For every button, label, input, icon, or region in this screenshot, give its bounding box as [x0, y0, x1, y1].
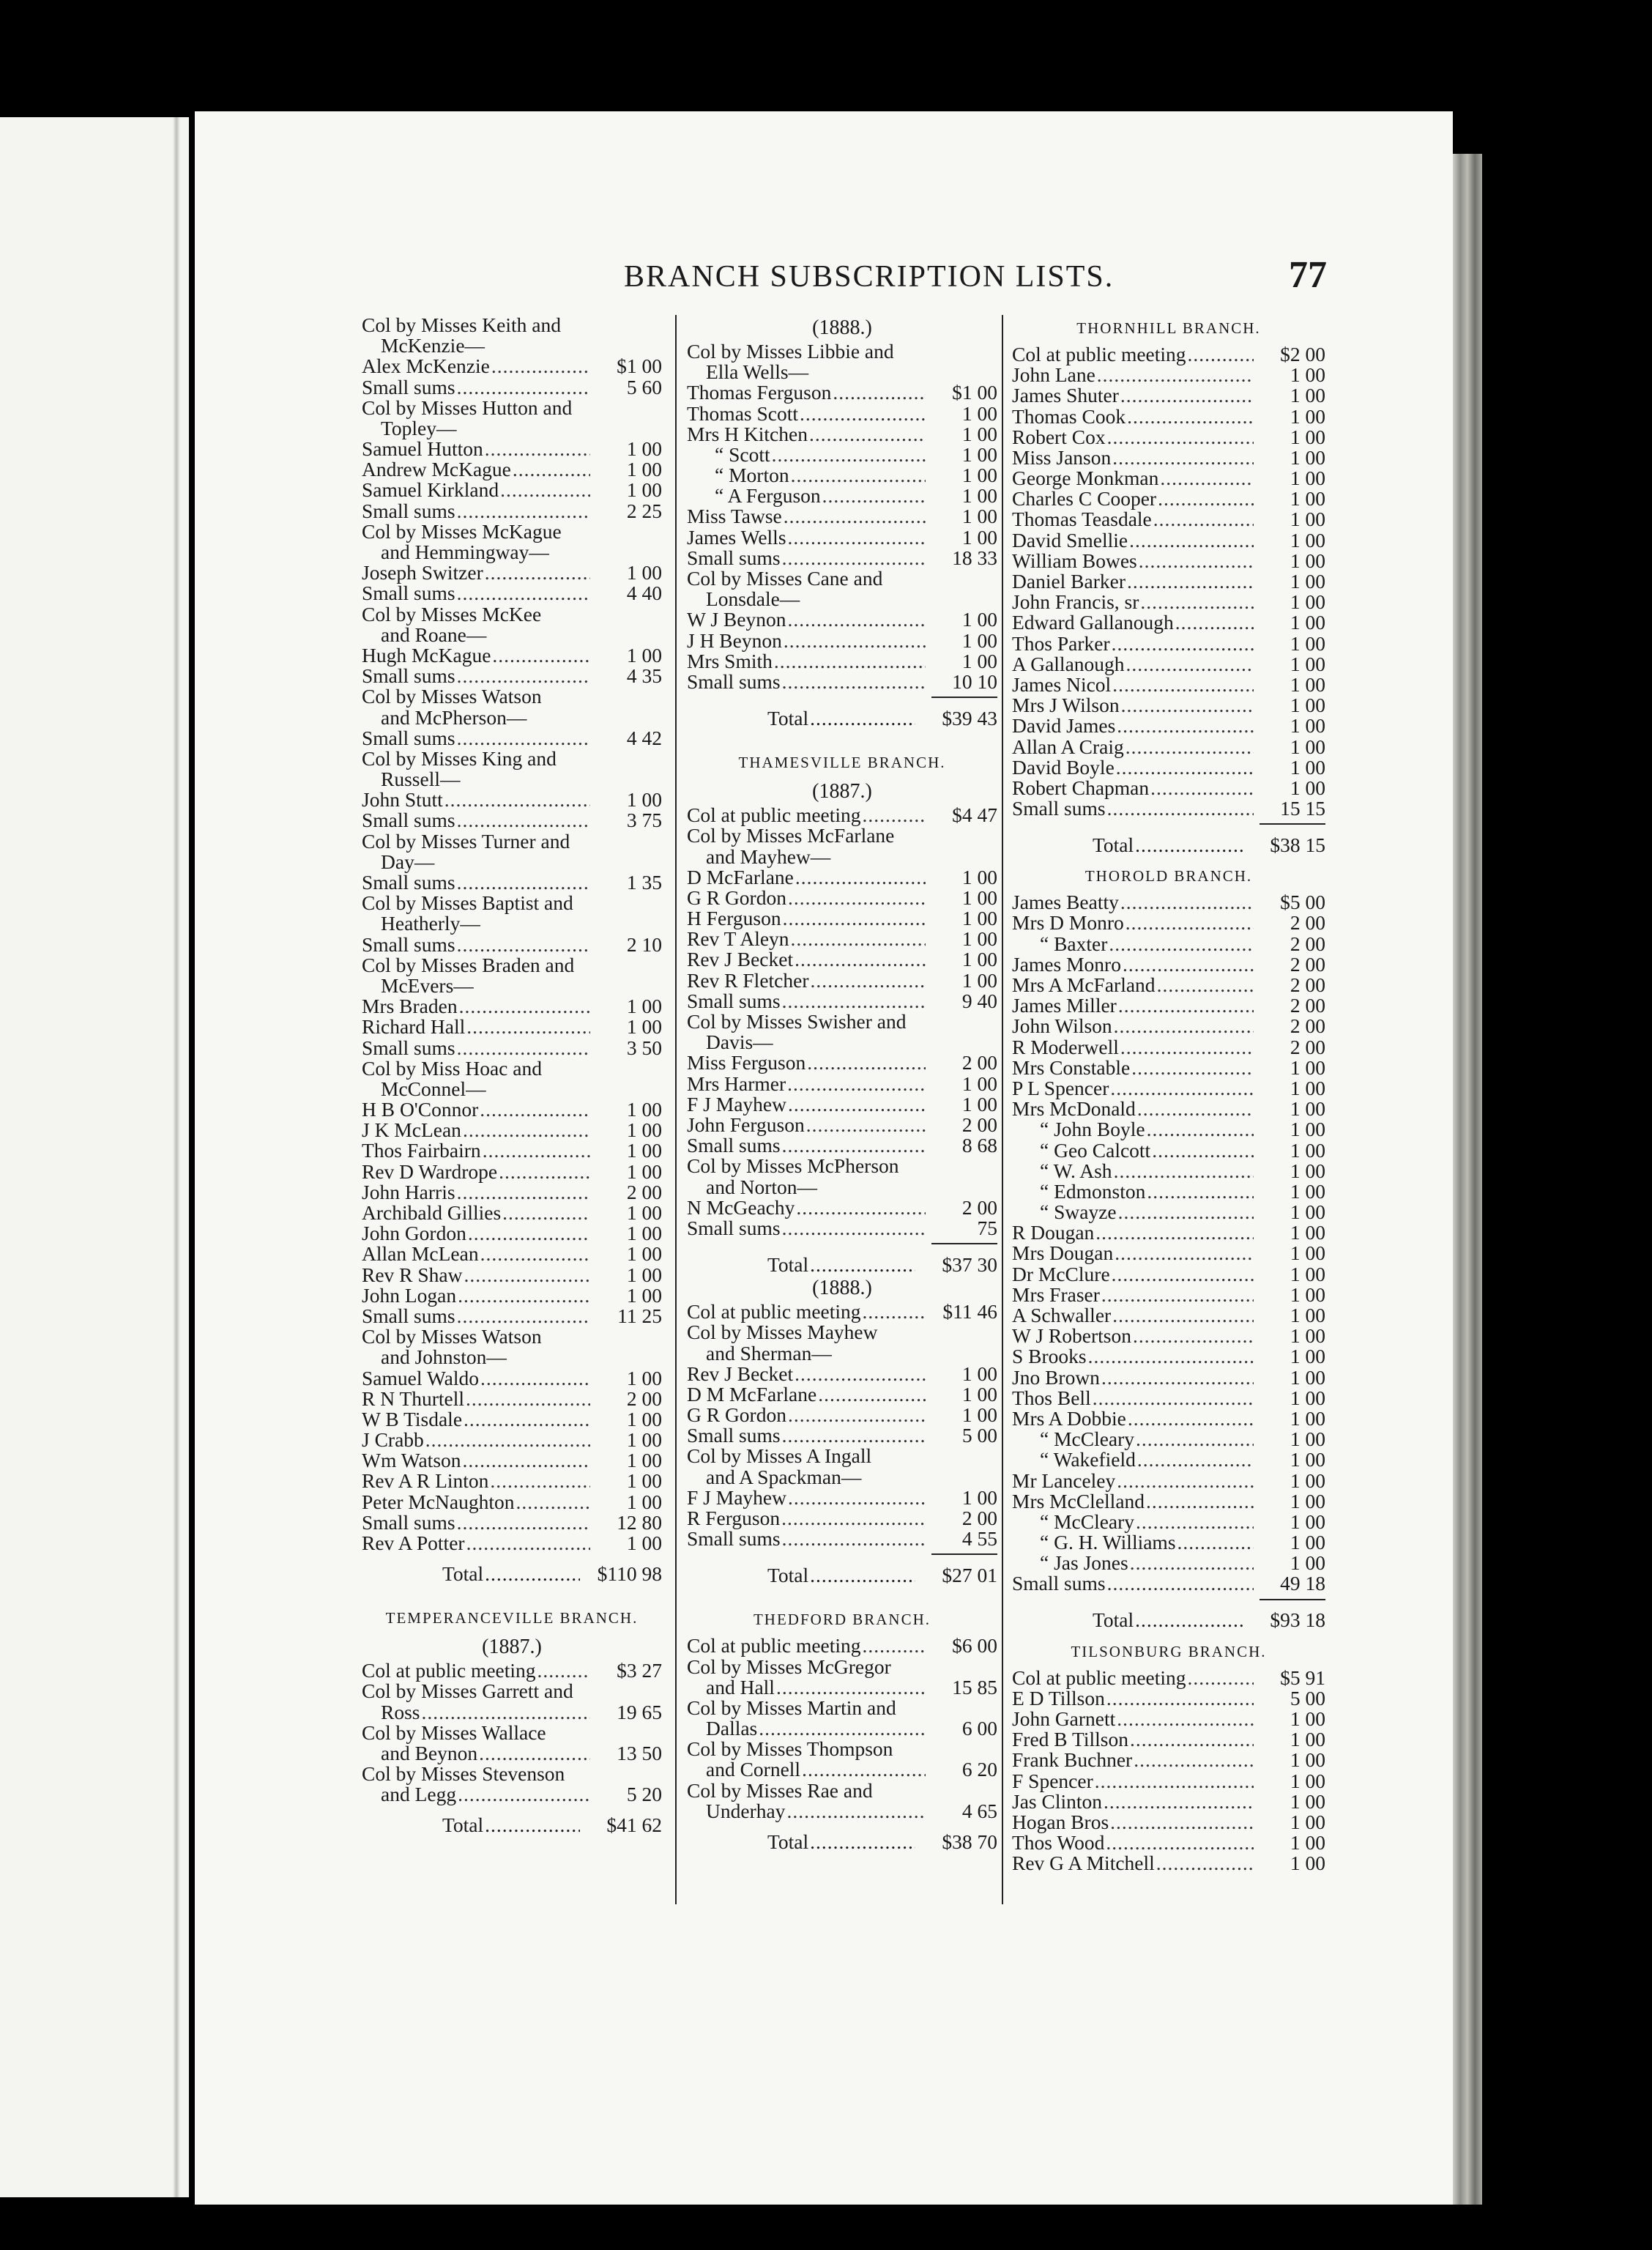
list-item: N McGeachy ..... 2 00: [687, 1198, 997, 1218]
list-item: Small sums ..... 5 00: [687, 1425, 997, 1446]
list-item: Richard Hall ..... 1 00: [362, 1017, 662, 1037]
list-item: P L Spencer ..... 1 00: [1012, 1078, 1325, 1099]
collector-line: Day—: [381, 850, 435, 873]
list-item: Dr McClure ..... 1 00: [1012, 1264, 1325, 1285]
collector-line: Col by Misses Watson: [362, 1325, 542, 1348]
list-item: Dallas ..... 6 00: [687, 1718, 997, 1739]
list-item: Daniel Barker ..... 1 00: [1012, 571, 1325, 592]
list-item: F Spencer ..... 1 00: [1012, 1771, 1325, 1792]
list-item: Small sums ..... 2 10: [362, 935, 662, 955]
total-row: Total ..... $37 30: [687, 1244, 997, 1275]
list-item: “ Edmonston ..... 1 00: [1012, 1181, 1325, 1202]
list-item: James Nicol ..... 1 00: [1012, 675, 1325, 695]
list-item: James Miller ..... 2 00: [1012, 995, 1325, 1016]
list-item: Small sums ..... 3 50: [362, 1038, 662, 1058]
collector-line: Col by Misses Braden and: [362, 953, 575, 976]
list-item: Mrs J Wilson ..... 1 00: [1012, 695, 1325, 716]
list-item: Fred B Tillson ..... 1 00: [1012, 1729, 1325, 1750]
list-item: John Francis, sr ..... 1 00: [1012, 592, 1325, 612]
list-item: Mrs A Dobbie ..... 1 00: [1012, 1408, 1325, 1429]
running-header: [624, 253, 1327, 305]
list-item: W J Beynon ..... 1 00: [687, 609, 997, 630]
list-item: Allan A Craig ..... 1 00: [1012, 737, 1325, 757]
collector-line: Topley—: [381, 416, 457, 439]
list-item: “ Morton ..... 1 00: [687, 465, 997, 486]
collector-line: Col by Misses McKague: [362, 519, 562, 543]
list-item: G R Gordon ..... 1 00: [687, 1405, 997, 1425]
list-item: Rev A R Linton ..... 1 00: [362, 1471, 662, 1492]
list-item: Edward Gallanough ..... 1 00: [1012, 612, 1325, 633]
collector-line: Davis—: [706, 1031, 773, 1054]
collector-line: McEvers—: [381, 974, 474, 997]
list-item: W B Tisdale ..... 1 00: [362, 1409, 662, 1430]
list-item: Small sums ..... 15 15: [1012, 798, 1325, 819]
list-item: Mrs Fraser ..... 1 00: [1012, 1285, 1325, 1305]
collector-line: and Sherman—: [706, 1341, 832, 1365]
list-item: Mrs Harmer ..... 1 00: [687, 1074, 997, 1094]
list-item: “ A Ferguson ..... 1 00: [687, 486, 997, 506]
list-item: “ Wakefield ..... 1 00: [1012, 1449, 1325, 1470]
section-heading: THORNHILL BRANCH.: [1076, 319, 1261, 337]
list-item: John Wilson ..... 2 00: [1012, 1016, 1325, 1036]
list-item: “ Jas Jones ..... 1 00: [1012, 1553, 1325, 1573]
list-item: John Logan ..... 1 00: [362, 1285, 662, 1306]
list-item: Thomas Scott ..... 1 00: [687, 404, 997, 424]
list-item: A Gallanough ..... 1 00: [1012, 654, 1325, 675]
list-item: Mrs Dougan ..... 1 00: [1012, 1244, 1325, 1264]
page-number: 77: [1289, 254, 1327, 296]
list-item: G R Gordon ..... 1 00: [687, 888, 997, 908]
year-heading: (1888.): [812, 1277, 872, 1300]
list-item: Thos Wood ..... 1 00: [1012, 1833, 1325, 1853]
collector-line: Col by Misses Keith and: [362, 313, 561, 336]
list-item: R Ferguson ..... 2 00: [687, 1508, 997, 1529]
collector-line: Col by Misses McGregor: [687, 1655, 891, 1678]
list-item: W J Robertson ..... 1 00: [1012, 1326, 1325, 1346]
collector-line: Col by Miss Hoac and: [362, 1056, 542, 1080]
section-heading: THAMESVILLE BRANCH.: [738, 754, 946, 772]
list-item: Charles C Cooper ..... 1 00: [1012, 489, 1325, 509]
collector-line: Col by Misses Turner and: [362, 829, 570, 853]
total-row: Total ..... $38 15: [1012, 825, 1325, 855]
list-item: “ Swayze ..... 1 00: [1012, 1202, 1325, 1222]
list-item: James Monro ..... 2 00: [1012, 954, 1325, 975]
list-item: Miss Ferguson ..... 2 00: [687, 1052, 997, 1073]
list-item: Mrs Constable ..... 1 00: [1012, 1058, 1325, 1078]
list-item: Rev R Shaw ..... 1 00: [362, 1265, 662, 1285]
list-item: D McFarlane ..... 1 00: [687, 867, 997, 888]
list-item: Jno Brown ..... 1 00: [1012, 1367, 1325, 1388]
collector-line: Lonsdale—: [706, 587, 800, 611]
collector-line: and Norton—: [706, 1175, 817, 1198]
list-item: Small sums ..... 75: [687, 1218, 997, 1239]
list-item: Ross ..... 19 65: [362, 1702, 662, 1723]
collector-line: McKenzie—: [381, 334, 485, 357]
list-item: “ McCleary ..... 1 00: [1012, 1512, 1325, 1532]
list-item: Mrs Braden ..... 1 00: [362, 996, 662, 1017]
list-item: Rev T Aleyn ..... 1 00: [687, 929, 997, 949]
collector-line: and Hemmingway—: [381, 541, 549, 564]
list-item: Col at public meeting ..... $3 27: [362, 1660, 662, 1681]
list-item: Thos Parker ..... 1 00: [1012, 634, 1325, 654]
collector-line: and A Spackman—: [706, 1465, 862, 1488]
collector-line: Col by Misses Stevenson: [362, 1762, 565, 1786]
list-item: Mrs H Kitchen ..... 1 00: [687, 424, 997, 445]
year-heading: (1887.): [482, 1635, 542, 1659]
collector-line: and Mayhew—: [706, 844, 831, 868]
collector-line: Col by Misses Martin and: [687, 1696, 896, 1719]
section-heading: THOROLD BRANCH.: [1084, 867, 1253, 885]
list-item: Small sums ..... 10 10: [687, 672, 997, 692]
list-item: R Moderwell ..... 2 00: [1012, 1037, 1325, 1058]
list-item: H Ferguson ..... 1 00: [687, 908, 997, 929]
list-item: and Hall ..... 15 85: [687, 1677, 997, 1698]
section-heading: THEDFORD BRANCH.: [753, 1611, 931, 1629]
list-item: Robert Chapman ..... 1 00: [1012, 778, 1325, 798]
list-item: Samuel Waldo ..... 1 00: [362, 1368, 662, 1389]
list-item: Small sums ..... 1 35: [362, 872, 662, 893]
list-item: Rev J Becket ..... 1 00: [687, 1364, 997, 1384]
list-item: R N Thurtell ..... 2 00: [362, 1389, 662, 1409]
list-item: F J Mayhew ..... 1 00: [687, 1094, 997, 1115]
list-item: John Stutt ..... 1 00: [362, 790, 662, 810]
list-item: “ John Boyle ..... 1 00: [1012, 1119, 1325, 1140]
list-item: Samuel Hutton ..... 1 00: [362, 439, 662, 459]
collector-line: Col by Misses Watson: [362, 685, 542, 708]
collector-line: Col by Misses Baptist and: [362, 891, 573, 915]
total-row: Total ..... $93 18: [1012, 1600, 1325, 1631]
page-stack-edge: [1453, 154, 1482, 2205]
list-item: H B O'Connor ..... 1 00: [362, 1099, 662, 1120]
list-item: Small sums ..... 18 33: [687, 548, 997, 568]
column-divider: [675, 315, 677, 1904]
collector-line: Col by Misses King and: [362, 746, 557, 770]
list-item: Rev D Wardrope ..... 1 00: [362, 1162, 662, 1182]
collector-line: Col by Misses Hutton and: [362, 396, 573, 419]
page-gutter: [173, 117, 180, 2197]
list-item: James Beatty ..... $5 00: [1012, 892, 1325, 913]
page-title: BRANCH SUBSCRIPTION LISTS.: [624, 260, 1115, 294]
total-row: Total ..... $41 62: [362, 1805, 662, 1836]
collector-line: Col by Misses Rae and: [687, 1778, 873, 1802]
column-divider: [1002, 315, 1003, 1904]
list-item: Thomas Teasdale ..... 1 00: [1012, 510, 1325, 530]
collector-line: and McPherson—: [381, 705, 527, 729]
list-item: “ Scott ..... 1 00: [687, 445, 997, 465]
list-item: and Cornell ..... 6 20: [687, 1760, 997, 1781]
list-item: J H Beynon ..... 1 00: [687, 631, 997, 651]
list-item: James Wells ..... 1 00: [687, 527, 997, 548]
column-2: [687, 315, 997, 1852]
list-item: Thomas Ferguson ..... $1 00: [687, 382, 997, 403]
list-item: Small sums ..... 4 40: [362, 583, 662, 604]
list-item: Small sums ..... 5 60: [362, 377, 662, 398]
list-item: Thomas Cook ..... 1 00: [1012, 406, 1325, 427]
list-item: Col at public meeting ..... $5 91: [1012, 1668, 1325, 1688]
list-item: Frank Buchner ..... 1 00: [1012, 1750, 1325, 1770]
list-item: D M McFarlane ..... 1 00: [687, 1384, 997, 1405]
list-item: J K McLean ..... 1 00: [362, 1120, 662, 1140]
collector-line: Col by Misses Wallace: [362, 1720, 546, 1744]
list-item: E D Tillson ..... 5 00: [1012, 1688, 1325, 1709]
list-item: David James ..... 1 00: [1012, 716, 1325, 736]
list-item: Peter McNaughton ..... 1 00: [362, 1492, 662, 1512]
collector-line: Ella Wells—: [706, 360, 809, 384]
list-item: Small sums ..... 3 75: [362, 811, 662, 831]
list-item: David Smellie ..... 1 00: [1012, 530, 1325, 551]
list-item: John Ferguson ..... 2 00: [687, 1115, 997, 1135]
list-item: “ W. Ash ..... 1 00: [1012, 1161, 1325, 1181]
list-item: Hugh McKague ..... 1 00: [362, 645, 662, 666]
list-item: Mrs A McFarland ..... 2 00: [1012, 975, 1325, 995]
list-item: Rev R Fletcher ..... 1 00: [687, 970, 997, 991]
list-item: Small sums ..... 49 18: [1012, 1574, 1325, 1594]
list-item: Col at public meeting ..... $4 47: [687, 805, 997, 825]
list-item: J Crabb ..... 1 00: [362, 1430, 662, 1450]
list-item: Robert Cox ..... 1 00: [1012, 427, 1325, 448]
list-item: Col at public meeting ..... $6 00: [687, 1635, 997, 1656]
list-item: Thos Fairbairn ..... 1 00: [362, 1141, 662, 1162]
list-item: William Bowes ..... 1 00: [1012, 551, 1325, 571]
list-item: Jas Clinton ..... 1 00: [1012, 1792, 1325, 1812]
list-item: Mrs McDonald ..... 1 00: [1012, 1099, 1325, 1119]
list-item: David Boyle ..... 1 00: [1012, 757, 1325, 778]
total-row: Total ..... $110 98: [362, 1553, 662, 1584]
list-item: Small sums ..... 4 42: [362, 728, 662, 749]
column-1: [362, 315, 662, 1836]
collector-line: Col by Misses Cane and: [687, 567, 883, 590]
list-item: Alex McKenzie ..... $1 00: [362, 356, 662, 376]
list-item: Col at public meeting ..... $11 46: [687, 1302, 997, 1322]
collector-line: Russell—: [381, 768, 461, 791]
list-item: Small sums ..... 9 40: [687, 991, 997, 1011]
list-item: Rev G A Mitchell ..... 1 00: [1012, 1853, 1325, 1874]
list-item: George Monkman ..... 1 00: [1012, 468, 1325, 489]
collector-line: Col by Misses Mayhew: [687, 1321, 878, 1344]
section-heading: TEMPERANCEVILLE BRANCH.: [385, 1609, 639, 1627]
collector-line: and Roane—: [381, 623, 487, 646]
collector-line: McConnel—: [381, 1077, 486, 1100]
total-row: Total ..... $27 01: [687, 1555, 997, 1586]
list-item: Underhay ..... 4 65: [687, 1801, 997, 1822]
list-item: John Lane ..... 1 00: [1012, 365, 1325, 385]
list-item: Mrs Smith ..... 1 00: [687, 651, 997, 672]
collector-line: Col by Misses A Ingall: [687, 1444, 872, 1468]
list-item: Small sums ..... 2 25: [362, 501, 662, 521]
list-item: Rev J Becket ..... 1 00: [687, 950, 997, 970]
collector-line: and Johnston—: [381, 1345, 507, 1369]
year-heading: (1888.): [812, 316, 872, 339]
collector-line: Heatherly—: [381, 912, 480, 935]
list-item: “ Baxter ..... 2 00: [1012, 934, 1325, 954]
collector-line: Col by Misses McFarlane: [687, 824, 895, 847]
list-item: Thos Bell ..... 1 00: [1012, 1388, 1325, 1408]
list-item: “ McCleary ..... 1 00: [1012, 1429, 1325, 1449]
list-item: Small sums ..... 11 25: [362, 1306, 662, 1326]
list-item: Col at public meeting ..... $2 00: [1012, 344, 1325, 365]
section-heading: TILSONBURG BRANCH.: [1071, 1642, 1267, 1660]
list-item: John Gordon ..... 1 00: [362, 1223, 662, 1244]
list-item: Small sums ..... 4 35: [362, 666, 662, 686]
list-item: Small sums ..... 4 55: [687, 1529, 997, 1549]
list-item: Hogan Bros ..... 1 00: [1012, 1812, 1325, 1833]
list-item: “ G. H. Williams ..... 1 00: [1012, 1532, 1325, 1553]
collector-line: Col by Misses McPherson: [687, 1154, 899, 1178]
list-item: R Dougan ..... 1 00: [1012, 1222, 1325, 1243]
list-item: “ Geo Calcott ..... 1 00: [1012, 1140, 1325, 1161]
collector-line: Col by Misses McKee: [362, 602, 542, 625]
list-item: Archibald Gillies ..... 1 00: [362, 1203, 662, 1223]
year-heading: (1887.): [812, 780, 872, 803]
list-item: John Garnett ..... 1 00: [1012, 1709, 1325, 1729]
list-item: Miss Janson ..... 1 00: [1012, 448, 1325, 468]
list-item: A Schwaller ..... 1 00: [1012, 1305, 1325, 1326]
left-page-edge: [0, 117, 189, 2197]
list-item: Andrew McKague ..... 1 00: [362, 459, 662, 480]
list-item: Miss Tawse ..... 1 00: [687, 507, 997, 527]
list-item: Mrs McClelland ..... 1 00: [1012, 1491, 1325, 1512]
collector-line: Col by Misses Garrett and: [362, 1679, 573, 1703]
list-item: Small sums ..... 12 80: [362, 1512, 662, 1533]
list-item: John Harris ..... 2 00: [362, 1182, 662, 1203]
list-item: Samuel Kirkland ..... 1 00: [362, 480, 662, 501]
list-item: Mr Lanceley ..... 1 00: [1012, 1471, 1325, 1491]
list-item: Joseph Switzer ..... 1 00: [362, 562, 662, 583]
list-item: James Shuter ..... 1 00: [1012, 385, 1325, 406]
list-item: Mrs D Monro ..... 2 00: [1012, 913, 1325, 934]
list-item: Wm Watson ..... 1 00: [362, 1450, 662, 1471]
list-item: and Legg ..... 5 20: [362, 1784, 662, 1805]
list-item: F J Mayhew ..... 1 00: [687, 1488, 997, 1508]
list-item: Allan McLean ..... 1 00: [362, 1244, 662, 1264]
collector-line: Col by Misses Swisher and: [687, 1010, 907, 1033]
list-item: and Beynon ..... 13 50: [362, 1743, 662, 1764]
collector-line: Col by Misses Libbie and: [687, 340, 894, 363]
collector-line: Col by Misses Thompson: [687, 1737, 893, 1761]
total-row: Total ..... $38 70: [687, 1822, 997, 1852]
column-3: [1012, 315, 1325, 1874]
list-item: Small sums ..... 8 68: [687, 1135, 997, 1156]
total-row: Total ..... $39 43: [687, 698, 997, 729]
list-item: S Brooks ..... 1 00: [1012, 1346, 1325, 1367]
list-item: Rev A Potter ..... 1 00: [362, 1533, 662, 1553]
